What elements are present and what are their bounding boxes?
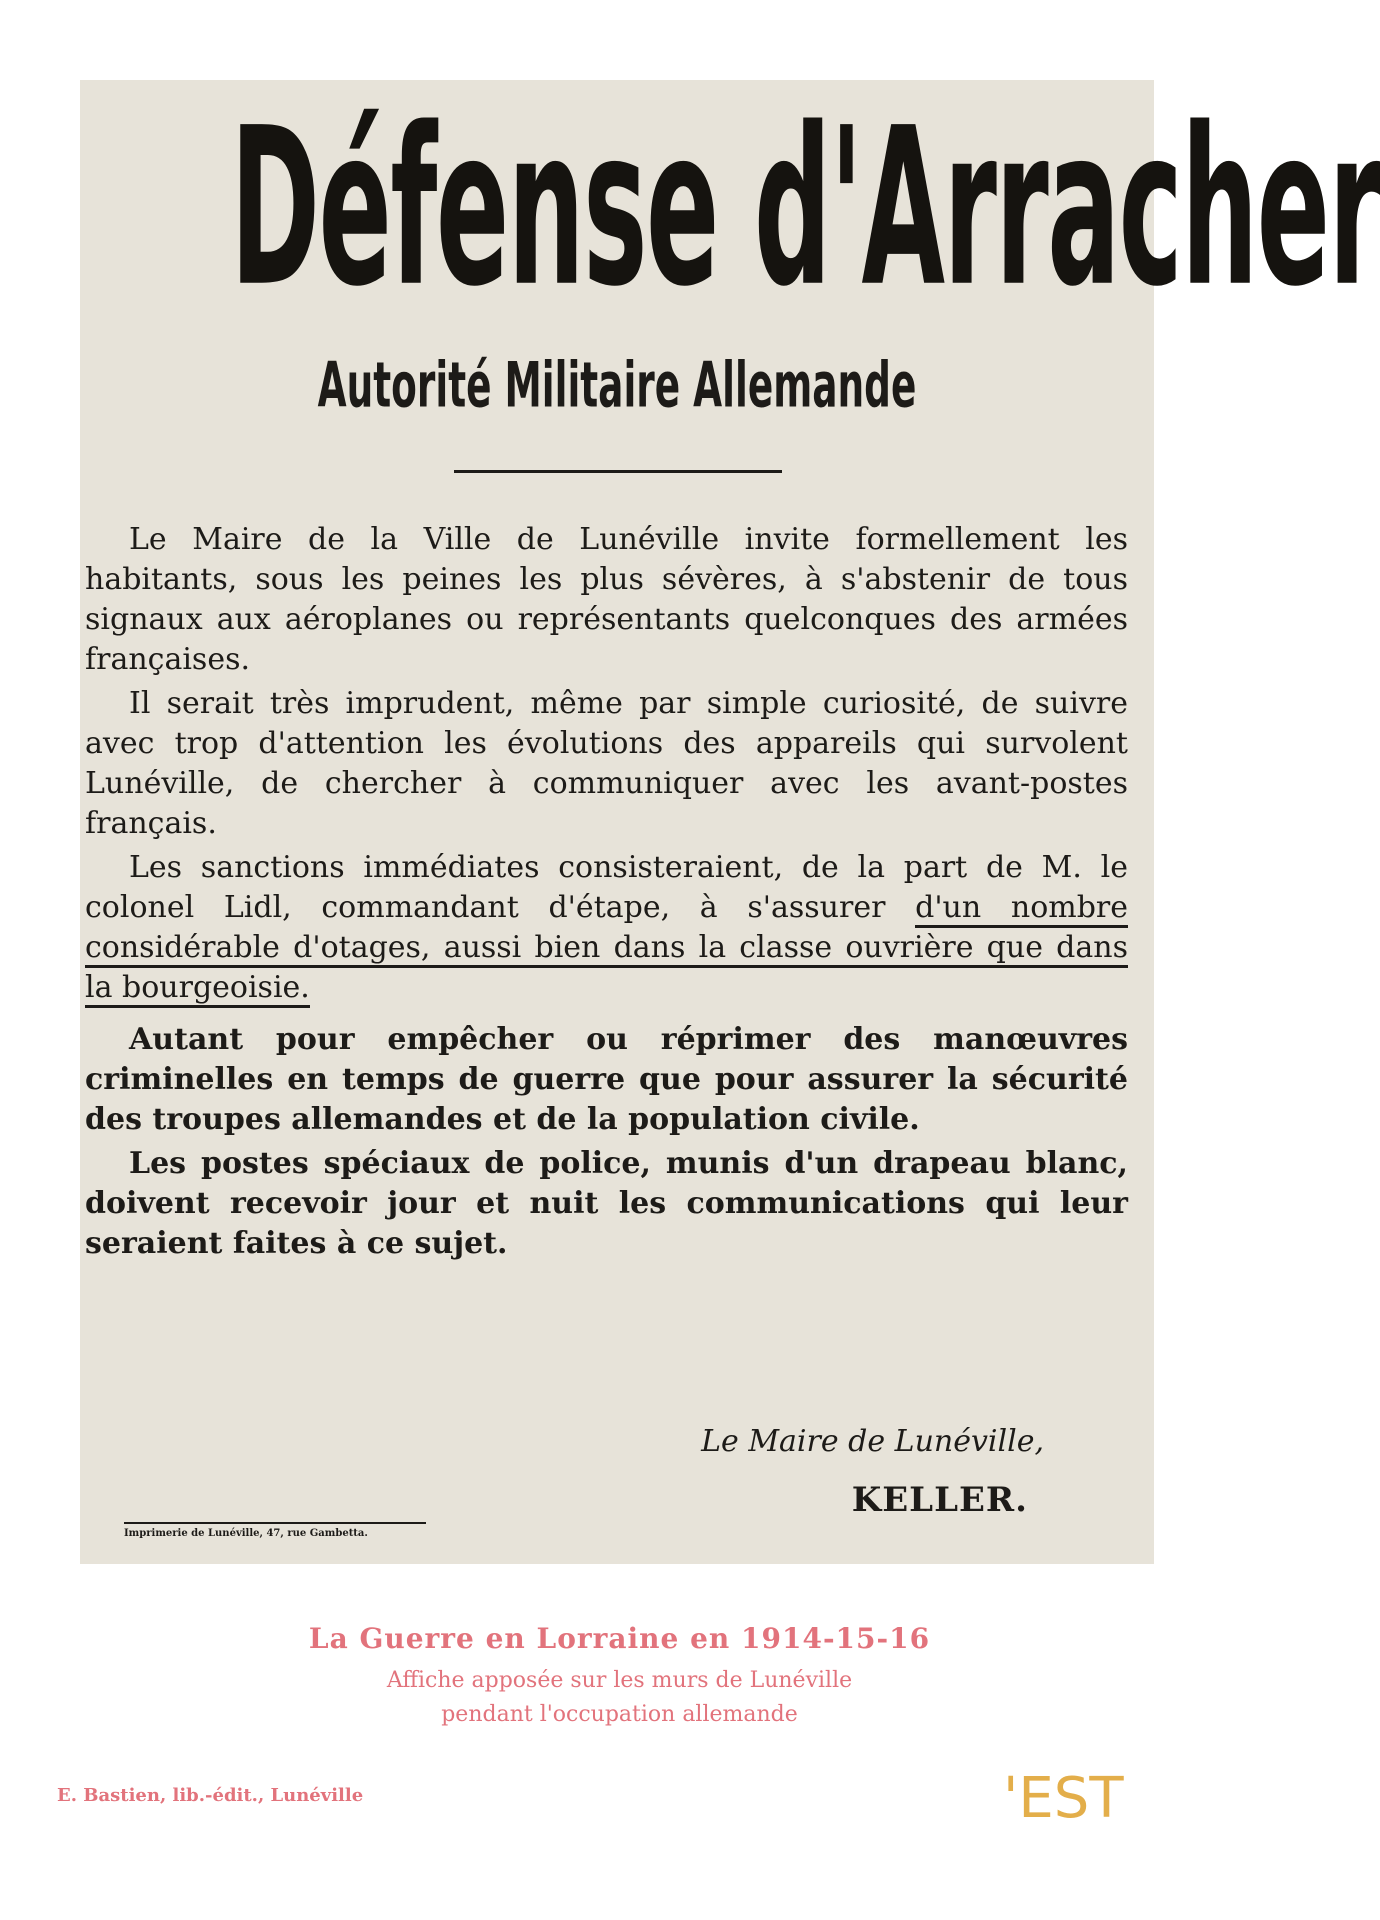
signature-name: KELLER.: [851, 1480, 1028, 1520]
printer-imprint: Imprimerie de Lunéville, 47, rue Gambetta.: [124, 1522, 426, 1539]
paragraph-3: [85, 848, 1128, 1008]
paragraph-3-underlined: d'un nombre considérable d'otages, aussi bien dans la classe ouvrière que dans la bourgeoisie.: [85, 890, 1128, 1008]
paragraph-2: Il serait très imprudent, même par simple curiosité, de suivre avec trop d'attention les évolutions des appareils qui survolent Lunéville, de chercher à communiquer avec les avant-postes français.: [85, 686, 1128, 841]
paragraph-3-start: Les sanctions immédiates consisteraient, de la part de M. le colonel Lidl, commandant d'étape, à s'assurer: [85, 850, 1128, 925]
poster-subtitle: Autorité Militaire Allemande: [317, 350, 917, 422]
poster: [80, 80, 1380, 1564]
poster-title: Défense d'Arracher: [230, 82, 1380, 335]
signature-title: Le Maire de Lunéville,: [701, 1424, 1044, 1459]
caption-line-1: Affiche apposée sur les murs de Lunéville: [386, 1668, 853, 1693]
paragraph-4: Autant pour empêcher ou réprimer des manœuvres criminelles en temps de guerre que pour assurer la sécurité des troupes allemandes et de la population civile.: [85, 1022, 1128, 1137]
publisher-credit: E. Bastien, lib.-édit., Lunéville: [57, 1785, 364, 1806]
caption-title: La Guerre en Lorraine en 1914-15-16: [308, 1622, 931, 1655]
paragraph-5: Les postes spéciaux de police, munis d'un drapeau blanc, doivent recevoir jour et nuit les communications qui leur seraient faites à ce sujet.: [85, 1146, 1128, 1261]
divider: [454, 470, 782, 473]
caption-line-2: pendant l'occupation allemande: [441, 1702, 798, 1727]
watermark-logo: 'EST: [1003, 1766, 1124, 1831]
paragraph-1: Le Maire de la Ville de Lunéville invite formellement les habitants, sous les peines les plus sévères, à s'abstenir de tous signaux aux aéroplanes ou représentants quelconques des armées françaises.: [85, 522, 1128, 677]
poster-body: [85, 520, 1128, 1268]
